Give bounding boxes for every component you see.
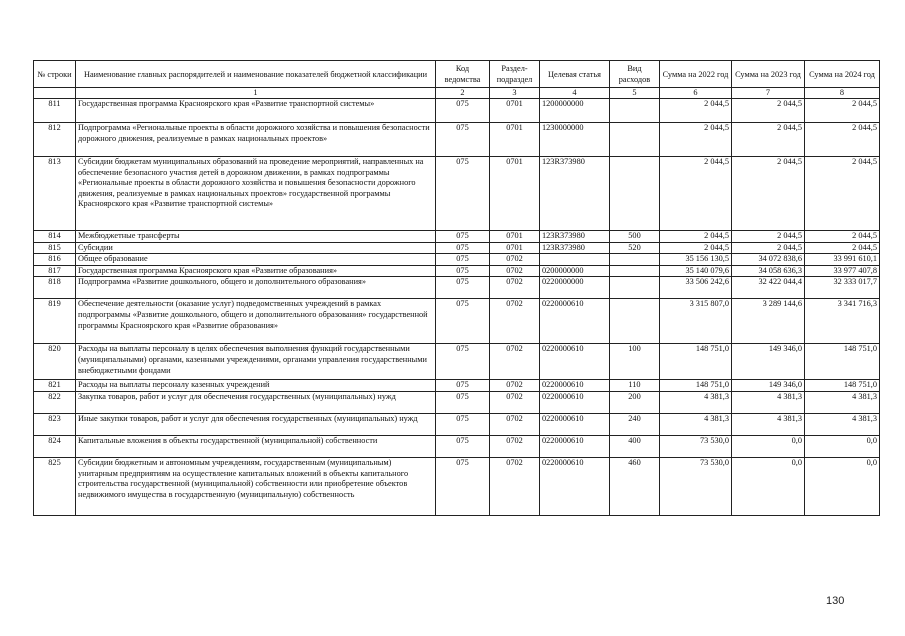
row-number: 815	[34, 242, 76, 254]
header-target: Целевая статья	[540, 61, 610, 88]
row-ved: 075	[436, 413, 490, 435]
column-number: 8	[805, 88, 880, 99]
row-vid	[610, 123, 660, 157]
row-ved: 075	[436, 157, 490, 231]
row-ved: 075	[436, 242, 490, 254]
row-sum-2024: 33 991 610,1	[805, 254, 880, 266]
row-razdel: 0701	[490, 231, 540, 243]
row-sum-2023: 3 289 144,6	[732, 299, 805, 344]
row-name: Государственная программа Красноярского края «Развитие транспортной системы»	[76, 99, 436, 123]
column-number: 4	[540, 88, 610, 99]
row-sum-2024: 32 333 017,7	[805, 277, 880, 299]
row-target: 0220000610	[540, 457, 610, 515]
row-vid: 240	[610, 413, 660, 435]
row-razdel: 0702	[490, 391, 540, 413]
row-name: Расходы на выплаты персоналу в целях обеспечения выполнения функций государственными (муниципальными) органами, казенными учреждениями, органами управления государственными внебюджетными фондами	[76, 344, 436, 380]
row-sum-2023: 32 422 044,4	[732, 277, 805, 299]
header-ved: Код ведомства	[436, 61, 490, 88]
row-ved: 075	[436, 457, 490, 515]
row-number: 813	[34, 157, 76, 231]
row-razdel: 0701	[490, 157, 540, 231]
row-razdel: 0702	[490, 299, 540, 344]
row-sum-2024: 2 044,5	[805, 242, 880, 254]
row-vid: 110	[610, 380, 660, 392]
row-razdel: 0702	[490, 435, 540, 457]
row-vid: 400	[610, 435, 660, 457]
row-sum-2023: 149 346,0	[732, 380, 805, 392]
row-sum-2024: 0,0	[805, 435, 880, 457]
row-ved: 075	[436, 123, 490, 157]
row-vid	[610, 277, 660, 299]
row-vid: 520	[610, 242, 660, 254]
row-sum-2022: 2 044,5	[660, 123, 732, 157]
row-sum-2024: 2 044,5	[805, 99, 880, 123]
row-vid: 500	[610, 231, 660, 243]
header-sum-2024: Сумма на 2024 год	[805, 61, 880, 88]
table-row	[34, 242, 880, 254]
row-name: Субсидии бюджетным и автономным учреждениям, государственным (муниципальным) унитарным предприятиям на осуществление капитальных вложений в объекты капитального строительства государственной (муниципальной) собственности или приобретение объектов недвижимого имущества в государственную (муниципальную) собственность	[76, 457, 436, 515]
row-sum-2022: 35 156 130,5	[660, 254, 732, 266]
row-sum-2023: 4 381,3	[732, 413, 805, 435]
table-body	[34, 99, 880, 516]
row-vid: 460	[610, 457, 660, 515]
row-sum-2022: 148 751,0	[660, 380, 732, 392]
row-name: Обеспечение деятельности (оказание услуг) подведомственных учреждений в рамках подпрограммы «Развитие дошкольного, общего и дополнительного образования» государственной программы Красноярского края «Развитие образования»	[76, 299, 436, 344]
table-row	[34, 435, 880, 457]
row-sum-2023: 0,0	[732, 435, 805, 457]
column-number	[34, 88, 76, 99]
row-number: 817	[34, 265, 76, 277]
row-name: Расходы на выплаты персоналу казенных учреждений	[76, 380, 436, 392]
row-vid	[610, 157, 660, 231]
row-sum-2023: 2 044,5	[732, 157, 805, 231]
row-target: 1230000000	[540, 123, 610, 157]
row-name: Подпрограмма «Региональные проекты в области дорожного хозяйства и повышения безопасности дорожного движения, реализуемые в рамках национальных проектов»	[76, 123, 436, 157]
row-sum-2023: 2 044,5	[732, 123, 805, 157]
row-vid: 200	[610, 391, 660, 413]
row-ved: 075	[436, 299, 490, 344]
row-number: 819	[34, 299, 76, 344]
row-name: Межбюджетные трансферты	[76, 231, 436, 243]
row-sum-2022: 3 315 807,0	[660, 299, 732, 344]
row-ved: 075	[436, 380, 490, 392]
row-vid: 100	[610, 344, 660, 380]
row-sum-2022: 73 530,0	[660, 435, 732, 457]
row-number: 818	[34, 277, 76, 299]
table-row	[34, 265, 880, 277]
row-sum-2024: 4 381,3	[805, 391, 880, 413]
header-sum-2023: Сумма на 2023 год	[732, 61, 805, 88]
row-sum-2022: 73 530,0	[660, 457, 732, 515]
table-row	[34, 254, 880, 266]
row-target: 0220000610	[540, 380, 610, 392]
row-sum-2023: 4 381,3	[732, 391, 805, 413]
row-target: 123R373980	[540, 157, 610, 231]
row-target: 0220000610	[540, 391, 610, 413]
table-row	[34, 391, 880, 413]
row-razdel: 0702	[490, 457, 540, 515]
row-ved: 075	[436, 231, 490, 243]
column-number: 1	[76, 88, 436, 99]
header-sum-2022: Сумма на 2022 год	[660, 61, 732, 88]
row-ved: 075	[436, 265, 490, 277]
row-sum-2023: 149 346,0	[732, 344, 805, 380]
table-row	[34, 380, 880, 392]
row-target: 0220000610	[540, 299, 610, 344]
row-number: 811	[34, 99, 76, 123]
row-sum-2024: 2 044,5	[805, 157, 880, 231]
table-row	[34, 123, 880, 157]
row-sum-2024: 2 044,5	[805, 123, 880, 157]
row-ved: 075	[436, 391, 490, 413]
column-number: 6	[660, 88, 732, 99]
row-target: 1200000000	[540, 99, 610, 123]
row-sum-2022: 35 140 079,6	[660, 265, 732, 277]
row-target: 0200000000	[540, 265, 610, 277]
row-sum-2022: 2 044,5	[660, 242, 732, 254]
row-sum-2024: 148 751,0	[805, 344, 880, 380]
row-razdel: 0701	[490, 242, 540, 254]
row-ved: 075	[436, 277, 490, 299]
row-number: 816	[34, 254, 76, 266]
header-num: № строки	[34, 61, 76, 88]
row-target: 123R373980	[540, 231, 610, 243]
row-sum-2022: 2 044,5	[660, 99, 732, 123]
row-target: 123R373980	[540, 242, 610, 254]
row-name: Капитальные вложения в объекты государственной (муниципальной) собственности	[76, 435, 436, 457]
row-sum-2022: 2 044,5	[660, 231, 732, 243]
table-row	[34, 413, 880, 435]
row-target: 0220000000	[540, 277, 610, 299]
row-sum-2024: 148 751,0	[805, 380, 880, 392]
row-ved: 075	[436, 99, 490, 123]
row-sum-2024: 0,0	[805, 457, 880, 515]
table-row	[34, 277, 880, 299]
row-name: Субсидии	[76, 242, 436, 254]
row-razdel: 0702	[490, 277, 540, 299]
table-row	[34, 457, 880, 515]
row-number: 822	[34, 391, 76, 413]
row-ved: 075	[436, 344, 490, 380]
row-ved: 075	[436, 254, 490, 266]
row-target: 0220000610	[540, 344, 610, 380]
row-sum-2022: 4 381,3	[660, 391, 732, 413]
row-sum-2024: 3 341 716,3	[805, 299, 880, 344]
row-sum-2023: 2 044,5	[732, 231, 805, 243]
row-name: Государственная программа Красноярского края «Развитие образования»	[76, 265, 436, 277]
header-name: Наименование главных распорядителей и наименование показателей бюджетной классификации	[76, 61, 436, 88]
table-row	[34, 299, 880, 344]
column-number: 7	[732, 88, 805, 99]
row-sum-2023: 34 072 838,6	[732, 254, 805, 266]
row-razdel: 0702	[490, 380, 540, 392]
header-vid: Вид расходов	[610, 61, 660, 88]
row-sum-2022: 148 751,0	[660, 344, 732, 380]
row-target: 0220000610	[540, 413, 610, 435]
table-row	[34, 157, 880, 231]
row-vid	[610, 254, 660, 266]
row-sum-2022: 4 381,3	[660, 413, 732, 435]
row-sum-2023: 2 044,5	[732, 99, 805, 123]
row-razdel: 0701	[490, 99, 540, 123]
row-number: 812	[34, 123, 76, 157]
header-razdel: Раздел-подраздел	[490, 61, 540, 88]
row-vid	[610, 99, 660, 123]
table-row	[34, 99, 880, 123]
table-row	[34, 344, 880, 380]
row-sum-2023: 0,0	[732, 457, 805, 515]
table-row	[34, 231, 880, 243]
budget-table	[33, 60, 880, 516]
row-target	[540, 254, 610, 266]
column-number: 3	[490, 88, 540, 99]
row-sum-2024: 33 977 407,8	[805, 265, 880, 277]
row-vid	[610, 265, 660, 277]
page-number: 130	[826, 595, 845, 607]
row-ved: 075	[436, 435, 490, 457]
column-number: 5	[610, 88, 660, 99]
row-number: 823	[34, 413, 76, 435]
row-number: 821	[34, 380, 76, 392]
row-number: 825	[34, 457, 76, 515]
row-name: Общее образование	[76, 254, 436, 266]
row-vid	[610, 299, 660, 344]
row-name: Иные закупки товаров, работ и услуг для обеспечения государственных (муниципальных) нужд	[76, 413, 436, 435]
row-razdel: 0702	[490, 265, 540, 277]
row-sum-2022: 2 044,5	[660, 157, 732, 231]
row-razdel: 0702	[490, 344, 540, 380]
row-sum-2022: 33 506 242,6	[660, 277, 732, 299]
row-number: 824	[34, 435, 76, 457]
row-number: 814	[34, 231, 76, 243]
row-sum-2023: 34 058 636,3	[732, 265, 805, 277]
row-sum-2024: 4 381,3	[805, 413, 880, 435]
row-name: Подпрограмма «Развитие дошкольного, общего и дополнительного образования»	[76, 277, 436, 299]
row-sum-2023: 2 044,5	[732, 242, 805, 254]
row-target: 0220000610	[540, 435, 610, 457]
header-row	[34, 61, 880, 88]
row-razdel: 0702	[490, 254, 540, 266]
row-razdel: 0702	[490, 413, 540, 435]
column-number-row	[34, 88, 880, 99]
row-name: Закупка товаров, работ и услуг для обеспечения государственных (муниципальных) нужд	[76, 391, 436, 413]
row-number: 820	[34, 344, 76, 380]
column-number: 2	[436, 88, 490, 99]
row-sum-2024: 2 044,5	[805, 231, 880, 243]
row-name: Субсидии бюджетам муниципальных образований на проведение мероприятий, направленных на обеспечение безопасного участия детей в дорожном движении, в рамках подпрограммы «Региональные проекты в области дорожного хозяйства и повышения безопасности дорожного движения, реализуемые в рамках национальных проектов» государственной программы Красноярского края «Развитие транспортной системы»	[76, 157, 436, 231]
row-razdel: 0701	[490, 123, 540, 157]
